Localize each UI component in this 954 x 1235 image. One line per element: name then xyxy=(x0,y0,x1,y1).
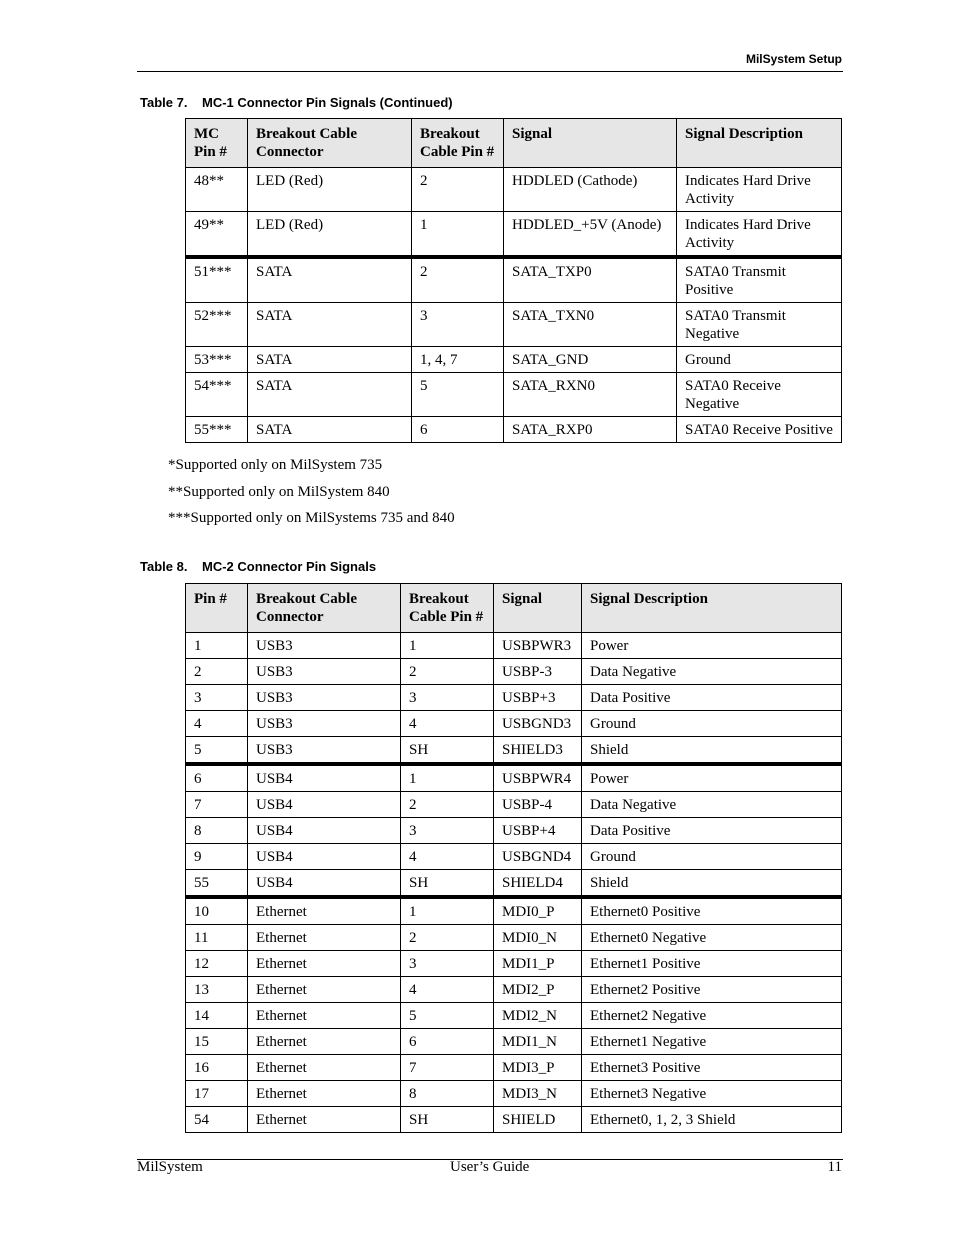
table-cell: USB4 xyxy=(248,844,401,870)
table8-body xyxy=(186,633,842,1133)
footnote: *Supported only on MilSystem 735 xyxy=(168,457,383,473)
table-cell: Data Positive xyxy=(582,818,842,844)
column-header-line: Signal xyxy=(502,591,543,607)
table-cell: MDI3_N xyxy=(494,1081,582,1107)
table-cell: 15 xyxy=(186,1029,248,1055)
table-cell: 7 xyxy=(186,792,248,818)
table7-body xyxy=(186,168,842,443)
table-row xyxy=(186,711,842,737)
table-row xyxy=(186,1081,842,1107)
table-cell: 16 xyxy=(186,1055,248,1081)
table-cell: Data Negative xyxy=(582,659,842,685)
table-row xyxy=(186,925,842,951)
table-cell: Ground xyxy=(677,347,842,373)
column-header xyxy=(248,119,412,168)
table-cell: USBP+4 xyxy=(494,818,582,844)
table-cell: 10 xyxy=(186,897,248,925)
header-rule xyxy=(137,71,843,72)
table-cell: 1 xyxy=(412,212,504,258)
table-cell: SH xyxy=(401,870,494,898)
table-cell: 13 xyxy=(186,977,248,1003)
table-cell: USB3 xyxy=(248,659,401,685)
column-header-line: Cable Pin # xyxy=(420,144,495,160)
table-cell: SATA xyxy=(248,257,412,303)
column-header-line: Breakout Cable xyxy=(256,591,357,607)
table-cell: MDI2_P xyxy=(494,977,582,1003)
table-row xyxy=(186,685,842,711)
table-cell: 1 xyxy=(401,633,494,659)
table7-caption-title: MC-1 Connector Pin Signals (Continued) xyxy=(202,95,453,110)
table-cell: 17 xyxy=(186,1081,248,1107)
table-cell: USBPWR4 xyxy=(494,764,582,792)
table-cell: SATA xyxy=(248,303,412,347)
table-cell: Ethernet xyxy=(248,897,401,925)
column-header-line: Pin # xyxy=(194,591,227,607)
table-row xyxy=(186,870,842,898)
table-row xyxy=(186,764,842,792)
table-row xyxy=(186,818,842,844)
table-cell: USB3 xyxy=(248,711,401,737)
table-cell: 5 xyxy=(186,737,248,765)
table-cell: Power xyxy=(582,633,842,659)
table-cell: USB4 xyxy=(248,792,401,818)
table-cell: SATA0 Receive Positive xyxy=(677,417,842,443)
table-row xyxy=(186,1003,842,1029)
table-cell: USB3 xyxy=(248,633,401,659)
table-cell: SATA0 Transmit Positive xyxy=(677,257,842,303)
table-cell: Ethernet xyxy=(248,925,401,951)
table-row xyxy=(186,417,842,443)
table7-caption xyxy=(140,95,453,110)
table-cell: 8 xyxy=(186,818,248,844)
column-header xyxy=(494,584,582,633)
table8-caption-number: Table 8. xyxy=(140,559,188,574)
column-header xyxy=(504,119,677,168)
table-cell: SATA_RXP0 xyxy=(504,417,677,443)
column-header-line: Connector xyxy=(256,609,324,625)
table-cell: 2 xyxy=(401,659,494,685)
footnote: **Supported only on MilSystem 840 xyxy=(168,483,390,500)
table-row xyxy=(186,1107,842,1133)
column-header-line: Connector xyxy=(256,144,324,160)
table-cell: 2 xyxy=(401,792,494,818)
table-cell: Data Positive xyxy=(582,685,842,711)
column-header-line: Signal Description xyxy=(685,126,803,142)
table-cell: 54*** xyxy=(186,373,248,417)
table-cell: USBGND4 xyxy=(494,844,582,870)
table-cell: 2 xyxy=(186,659,248,685)
table-cell: Ethernet xyxy=(248,1107,401,1133)
table-cell: Indicates Hard Drive Activity xyxy=(677,168,842,212)
table-cell: 4 xyxy=(401,977,494,1003)
table-cell: SHIELD xyxy=(494,1107,582,1133)
table-cell: Ethernet1 Positive xyxy=(582,951,842,977)
table-row xyxy=(186,897,842,925)
table-cell: 1, 4, 7 xyxy=(412,347,504,373)
table-cell: LED (Red) xyxy=(248,168,412,212)
table-cell: 3 xyxy=(186,685,248,711)
table-cell: Ethernet xyxy=(248,951,401,977)
table-cell: USB3 xyxy=(248,685,401,711)
table-cell: SATA_TXP0 xyxy=(504,257,677,303)
table-cell: 1 xyxy=(401,897,494,925)
table-cell: 4 xyxy=(401,711,494,737)
table-row xyxy=(186,257,842,303)
table-cell: Data Negative xyxy=(582,792,842,818)
table-cell: 12 xyxy=(186,951,248,977)
table-cell: 51*** xyxy=(186,257,248,303)
table-cell: Indicates Hard Drive Activity xyxy=(677,212,842,258)
table-cell: SHIELD4 xyxy=(494,870,582,898)
table-cell: MDI2_N xyxy=(494,1003,582,1029)
table-cell: Power xyxy=(582,764,842,792)
table-cell: Ethernet2 Positive xyxy=(582,977,842,1003)
table-cell: Ethernet0 Positive xyxy=(582,897,842,925)
table-row xyxy=(186,212,842,258)
column-header-line: Breakout xyxy=(420,126,480,142)
table-cell: USB4 xyxy=(248,764,401,792)
table8-caption xyxy=(140,559,376,574)
table-cell: 54 xyxy=(186,1107,248,1133)
table-cell: SATA0 Transmit Negative xyxy=(677,303,842,347)
column-header-line: Pin # xyxy=(194,144,227,160)
table-row xyxy=(186,951,842,977)
table-cell: SATA_RXN0 xyxy=(504,373,677,417)
table-cell: MDI1_P xyxy=(494,951,582,977)
table8-caption-title: MC-2 Connector Pin Signals xyxy=(202,559,377,574)
table7-header-row xyxy=(186,119,842,168)
table-row xyxy=(186,977,842,1003)
column-header xyxy=(677,119,842,168)
table-row xyxy=(186,303,842,347)
column-header-line: Breakout Cable xyxy=(256,126,357,142)
table-cell: 5 xyxy=(401,1003,494,1029)
footnote: ***Supported only on MilSystems 735 and 840 xyxy=(168,510,455,526)
footer-product: MilSystem xyxy=(137,1159,203,1175)
table-cell: Ethernet0, 1, 2, 3 Shield xyxy=(582,1107,842,1133)
table-cell: SH xyxy=(401,1107,494,1133)
table-cell: 3 xyxy=(401,685,494,711)
column-header xyxy=(248,584,401,633)
column-header xyxy=(582,584,842,633)
column-header-line: Signal Description xyxy=(590,591,708,607)
table-cell: Ground xyxy=(582,711,842,737)
table-cell: 14 xyxy=(186,1003,248,1029)
table-cell: Ethernet xyxy=(248,977,401,1003)
table-cell: 2 xyxy=(401,925,494,951)
table-cell: 8 xyxy=(401,1081,494,1107)
table-cell: 6 xyxy=(401,1029,494,1055)
table-cell: Ground xyxy=(582,844,842,870)
column-header xyxy=(412,119,504,168)
column-header xyxy=(401,584,494,633)
table-row xyxy=(186,633,842,659)
table-cell: USBPWR3 xyxy=(494,633,582,659)
table-cell: SATA_TXN0 xyxy=(504,303,677,347)
table-cell: SATA xyxy=(248,417,412,443)
table-cell: USBP+3 xyxy=(494,685,582,711)
table-cell: 11 xyxy=(186,925,248,951)
table-cell: 9 xyxy=(186,844,248,870)
table-cell: Shield xyxy=(582,737,842,765)
table-cell: Ethernet2 Negative xyxy=(582,1003,842,1029)
table-cell: Shield xyxy=(582,870,842,898)
table-row xyxy=(186,659,842,685)
table-cell: SH xyxy=(401,737,494,765)
footnotes xyxy=(168,452,455,532)
table-cell: SATA0 Receive Negative xyxy=(677,373,842,417)
table-row xyxy=(186,844,842,870)
table-cell: HDDLED_+5V (Anode) xyxy=(504,212,677,258)
table-cell: 48** xyxy=(186,168,248,212)
table-cell: 49** xyxy=(186,212,248,258)
table8-header-row xyxy=(186,584,842,633)
table-cell: Ethernet xyxy=(248,1003,401,1029)
table-cell: 4 xyxy=(401,844,494,870)
table-cell: Ethernet xyxy=(248,1055,401,1081)
table-cell: MDI0_P xyxy=(494,897,582,925)
table-cell: Ethernet1 Negative xyxy=(582,1029,842,1055)
table-row xyxy=(186,792,842,818)
table-cell: 3 xyxy=(401,818,494,844)
column-header-line: Signal xyxy=(512,126,553,142)
table-row xyxy=(186,168,842,212)
table-cell: MDI3_P xyxy=(494,1055,582,1081)
table-cell: 6 xyxy=(412,417,504,443)
table-cell: USBP-4 xyxy=(494,792,582,818)
table-cell: Ethernet3 Negative xyxy=(582,1081,842,1107)
table-cell: USB4 xyxy=(248,870,401,898)
table-cell: USBP-3 xyxy=(494,659,582,685)
table-cell: 55*** xyxy=(186,417,248,443)
footer-page-number: 11 xyxy=(827,1159,842,1175)
column-header-line: Breakout xyxy=(409,591,469,607)
footer-guide: User’s Guide xyxy=(450,1159,530,1175)
table-cell: 1 xyxy=(186,633,248,659)
table-cell: 52*** xyxy=(186,303,248,347)
table-cell: SATA xyxy=(248,347,412,373)
table-cell: 4 xyxy=(186,711,248,737)
table-cell: USBGND3 xyxy=(494,711,582,737)
table-cell: 2 xyxy=(412,168,504,212)
table-cell: SATA_GND xyxy=(504,347,677,373)
table-cell: MDI0_N xyxy=(494,925,582,951)
table-cell: Ethernet3 Positive xyxy=(582,1055,842,1081)
table-cell: Ethernet xyxy=(248,1029,401,1055)
table-cell: 3 xyxy=(412,303,504,347)
table-cell: 55 xyxy=(186,870,248,898)
table-cell: 5 xyxy=(412,373,504,417)
column-header xyxy=(186,119,248,168)
table-cell: Ethernet xyxy=(248,1081,401,1107)
table-cell: Ethernet0 Negative xyxy=(582,925,842,951)
column-header-line: MC xyxy=(194,126,219,142)
table-row xyxy=(186,347,842,373)
table-row xyxy=(186,737,842,765)
table-cell: HDDLED (Cathode) xyxy=(504,168,677,212)
table7-caption-number: Table 7. xyxy=(140,95,188,110)
table-row xyxy=(186,373,842,417)
table-row xyxy=(186,1055,842,1081)
running-header: MilSystem Setup xyxy=(745,52,842,66)
table-cell: 6 xyxy=(186,764,248,792)
column-header xyxy=(186,584,248,633)
table-cell: 1 xyxy=(401,764,494,792)
table-cell: 7 xyxy=(401,1055,494,1081)
table-cell: MDI1_N xyxy=(494,1029,582,1055)
table-cell: USB4 xyxy=(248,818,401,844)
table-cell: LED (Red) xyxy=(248,212,412,258)
table8-mc2-pin-signals xyxy=(185,583,842,1133)
table-cell: SHIELD3 xyxy=(494,737,582,765)
table-cell: SATA xyxy=(248,373,412,417)
table-row xyxy=(186,1029,842,1055)
table-cell: 53*** xyxy=(186,347,248,373)
table-cell: 3 xyxy=(401,951,494,977)
table7-mc1-pin-signals xyxy=(185,118,842,443)
table-cell: USB3 xyxy=(248,737,401,765)
table-cell: 2 xyxy=(412,257,504,303)
column-header-line: Cable Pin # xyxy=(409,609,484,625)
